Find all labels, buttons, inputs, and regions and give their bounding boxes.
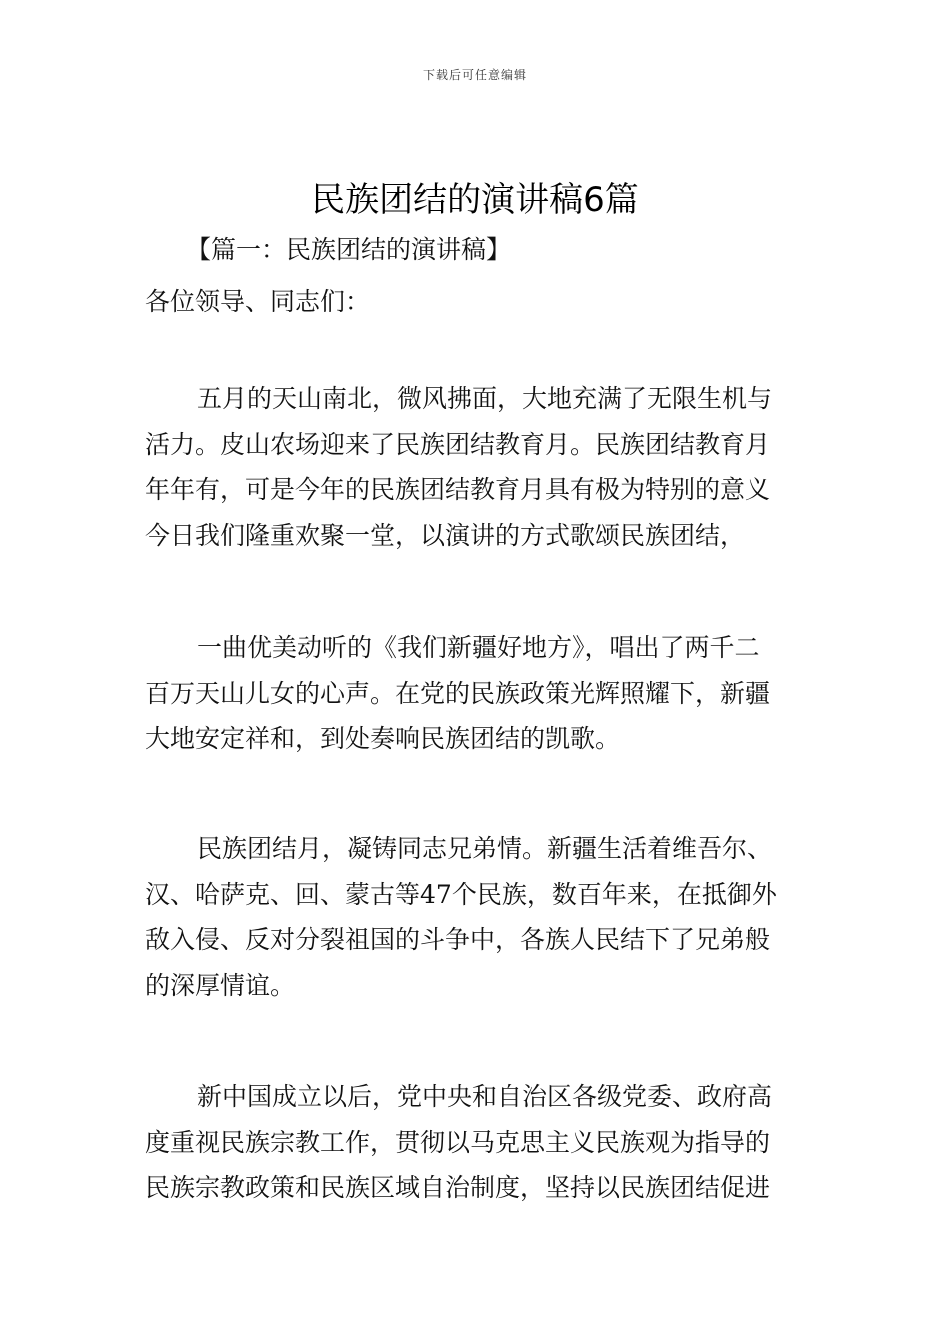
paragraph-line: 民族团结月，凝铸同志兄弟情。新疆生活着维吾尔、 [197, 834, 773, 863]
paragraph-line: 的深厚情谊。 [145, 970, 296, 1000]
paragraph-line: 今日我们隆重欢聚一堂，以演讲的方式歌颂民族团结， [145, 520, 746, 550]
paragraph-line: 汉、哈萨克、回、蒙古等47个民族，数百年来，在抵御外 [145, 879, 777, 909]
paragraph-3 [145, 826, 807, 1008]
section-heading: 【篇一：民族团结的演讲稿】 [186, 235, 512, 264]
paragraph-line: 新中国成立以后，党中央和自治区各级党委、政府高 [197, 1082, 773, 1111]
paragraph-line: 度重视民族宗教工作，贯彻以马克思主义民族观为指导的 [145, 1127, 771, 1157]
paragraph-1 [145, 376, 807, 558]
paragraph-line: 大地安定祥和，到处奏响民族团结的凯歌。 [145, 724, 621, 753]
paragraph-line: 敌入侵、反对分裂祖国的斗争中，各族人民结下了兄弟般 [145, 925, 771, 954]
salutation: 各位领导、同志们： [145, 287, 371, 316]
document-title: 民族团结的演讲稿6篇 [311, 180, 639, 220]
paragraph-line: 百万天山儿女的心声。在党的民族政策光辉照耀下，新疆 [145, 678, 771, 708]
paragraph-line: 一曲优美动听的《我们新疆好地方》，唱出了两千二 [197, 633, 760, 662]
paragraph-2 [145, 625, 807, 762]
paragraph-line: 年年有，可是今年的民族团结教育月具有极为特别的意义 [145, 475, 771, 504]
paragraph-4 [145, 1074, 807, 1211]
paragraph-line: 活力。皮山农场迎来了民族团结教育月。民族团结教育月 [145, 429, 771, 459]
header-note: 下载后可任意编辑 [422, 68, 527, 82]
paragraph-line: 五月的天山南北，微风拂面，大地充满了无限生机与 [197, 384, 773, 413]
paragraph-line: 民族宗教政策和民族区域自治制度，坚持以民族团结促进 [145, 1173, 771, 1202]
